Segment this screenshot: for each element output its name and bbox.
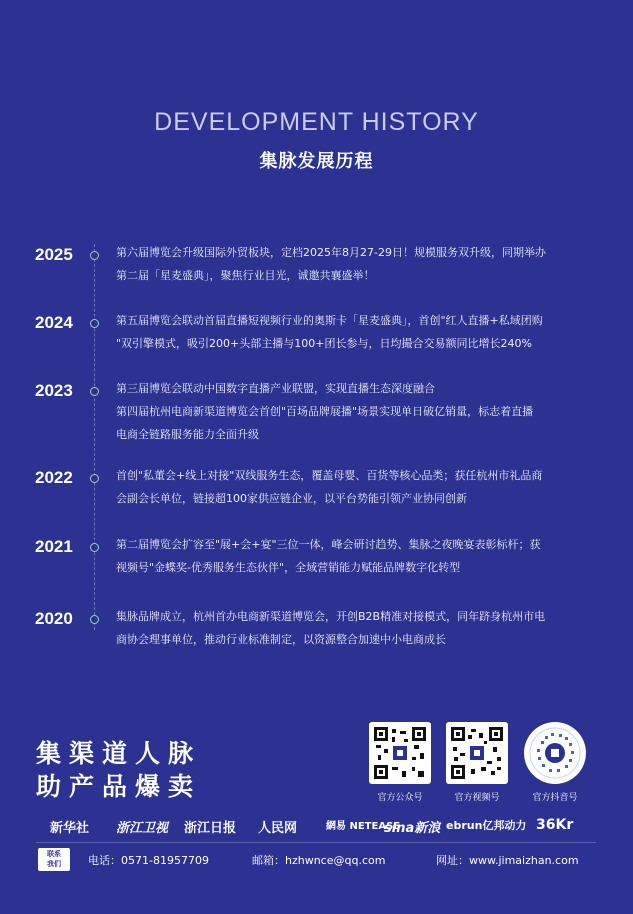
timeline-dot-icon bbox=[90, 543, 99, 552]
entry-line: "双引擎模式，吸引200+头部主播与100+团长参与，日均撮合交易额同比增长240% bbox=[116, 337, 532, 350]
contact-website[interactable]: 网址：www.jimaizhan.com bbox=[436, 854, 579, 867]
entry-line: 视频号"金蝶奖-优秀服务生态伙伴"，全域营销能力赋能品牌数字化转型 bbox=[116, 561, 461, 574]
contact-badge-line: 我们 bbox=[47, 860, 61, 868]
entry-line: 第六届博览会升级国际外贸板块，定档2025年8月27-29日！规模服务双升级，同期举办 bbox=[116, 246, 546, 259]
year-label: 2025 bbox=[35, 245, 73, 264]
zjtv-logo: 浙江卫视 bbox=[116, 821, 169, 836]
entry-text bbox=[116, 533, 616, 579]
entry-line: 第二届「星麦盛典」，聚焦行业目光，诚邀共襄盛举！ bbox=[116, 269, 375, 282]
footer-divider bbox=[36, 842, 596, 843]
contact-badge-line: 联系 bbox=[47, 850, 61, 858]
entry-text bbox=[116, 309, 616, 355]
ebrun-logo: ebrun亿邦动力 bbox=[446, 819, 527, 832]
entry-line: 集脉品牌成立，杭州首办电商新渠道博览会，开创B2B精准对接模式，同年跻身杭州市电 bbox=[116, 610, 546, 623]
partner-logos-bar bbox=[36, 813, 596, 843]
slogan-line-1: 集渠道人脉 bbox=[36, 739, 202, 768]
entry-line: 商协会理事单位，推动行业标准制定，以资源整合加速中小电商成长 bbox=[116, 633, 446, 646]
year-label: 2022 bbox=[35, 468, 73, 487]
qr-code-icon bbox=[451, 727, 503, 779]
header-title-en: DEVELOPMENT HISTORY bbox=[154, 108, 479, 136]
entry-text bbox=[116, 464, 616, 510]
entry-line: 电商全链路服务能力全面升级 bbox=[116, 428, 259, 441]
year-label: 2020 bbox=[35, 609, 73, 628]
qr-label: 官方公众号 bbox=[377, 793, 423, 803]
36kr-logo: 36Kr bbox=[536, 817, 574, 833]
qr-code-icon bbox=[374, 727, 426, 779]
year-label: 2023 bbox=[35, 381, 73, 400]
timeline-dot-icon bbox=[90, 251, 99, 260]
timeline-dot-icon bbox=[90, 615, 99, 624]
qr-label: 官方抖音号 bbox=[532, 793, 578, 803]
people-logo: 人民网 bbox=[258, 821, 298, 836]
entry-line: 第四届杭州电商新渠道博览会首创"百场品牌展播"场景实现单日破亿销量，标志着直播 bbox=[116, 405, 534, 418]
timeline-dot-icon bbox=[90, 474, 99, 483]
entry-text bbox=[116, 241, 616, 287]
entry-text bbox=[116, 377, 616, 446]
entry-line: 首创"私董会+线上对接"双线服务生态，覆盖母婴、百货等核心品类；获任杭州市礼品商 bbox=[116, 469, 543, 482]
timeline-line bbox=[94, 244, 95, 630]
netease-logo: 網易 NETEASE bbox=[326, 821, 401, 832]
entry-line: 第三届博览会联动中国数字直播产业联盟，实现直播生态深度融合 bbox=[116, 382, 435, 395]
contact-email[interactable]: 邮箱：hzhwnce@qq.com bbox=[252, 854, 386, 867]
qr-code-video-channel[interactable] bbox=[446, 722, 508, 784]
header-title-cn: 集脉发展历程 bbox=[259, 151, 374, 172]
douyin-code-icon bbox=[529, 727, 581, 779]
contact-badge bbox=[38, 848, 70, 871]
entry-line: 第五届博览会联动首届直播短视频行业的奥斯卡「星麦盛典」，首创"红人直播+私域团购 bbox=[116, 314, 543, 327]
timeline-dot-icon bbox=[90, 387, 99, 396]
xinhua-logo: 新华社 bbox=[50, 821, 90, 836]
timeline-dot-icon bbox=[90, 319, 99, 328]
year-label: 2024 bbox=[35, 313, 73, 332]
qr-label: 官方视频号 bbox=[454, 793, 500, 803]
slogan-line-2: 助产品爆卖 bbox=[36, 772, 202, 801]
year-label: 2021 bbox=[35, 537, 73, 556]
sina-logo: sina新浪 bbox=[384, 821, 441, 836]
entry-line: 第二届博览会扩容至"展+会+宴"三位一体，峰会研讨趋势、集脉之夜晚宴表彰标杆；获 bbox=[116, 538, 541, 551]
qr-code-wechat-official[interactable] bbox=[369, 722, 431, 784]
entry-line: 会副会长单位，链接超100家供应链企业，以平台势能引领产业协同创新 bbox=[116, 492, 467, 505]
zjrb-logo: 浙江日报 bbox=[184, 821, 237, 836]
entry-text bbox=[116, 605, 616, 651]
contact-phone[interactable]: 电话：0571-81957709 bbox=[88, 854, 209, 867]
qr-code-douyin[interactable] bbox=[524, 722, 586, 784]
